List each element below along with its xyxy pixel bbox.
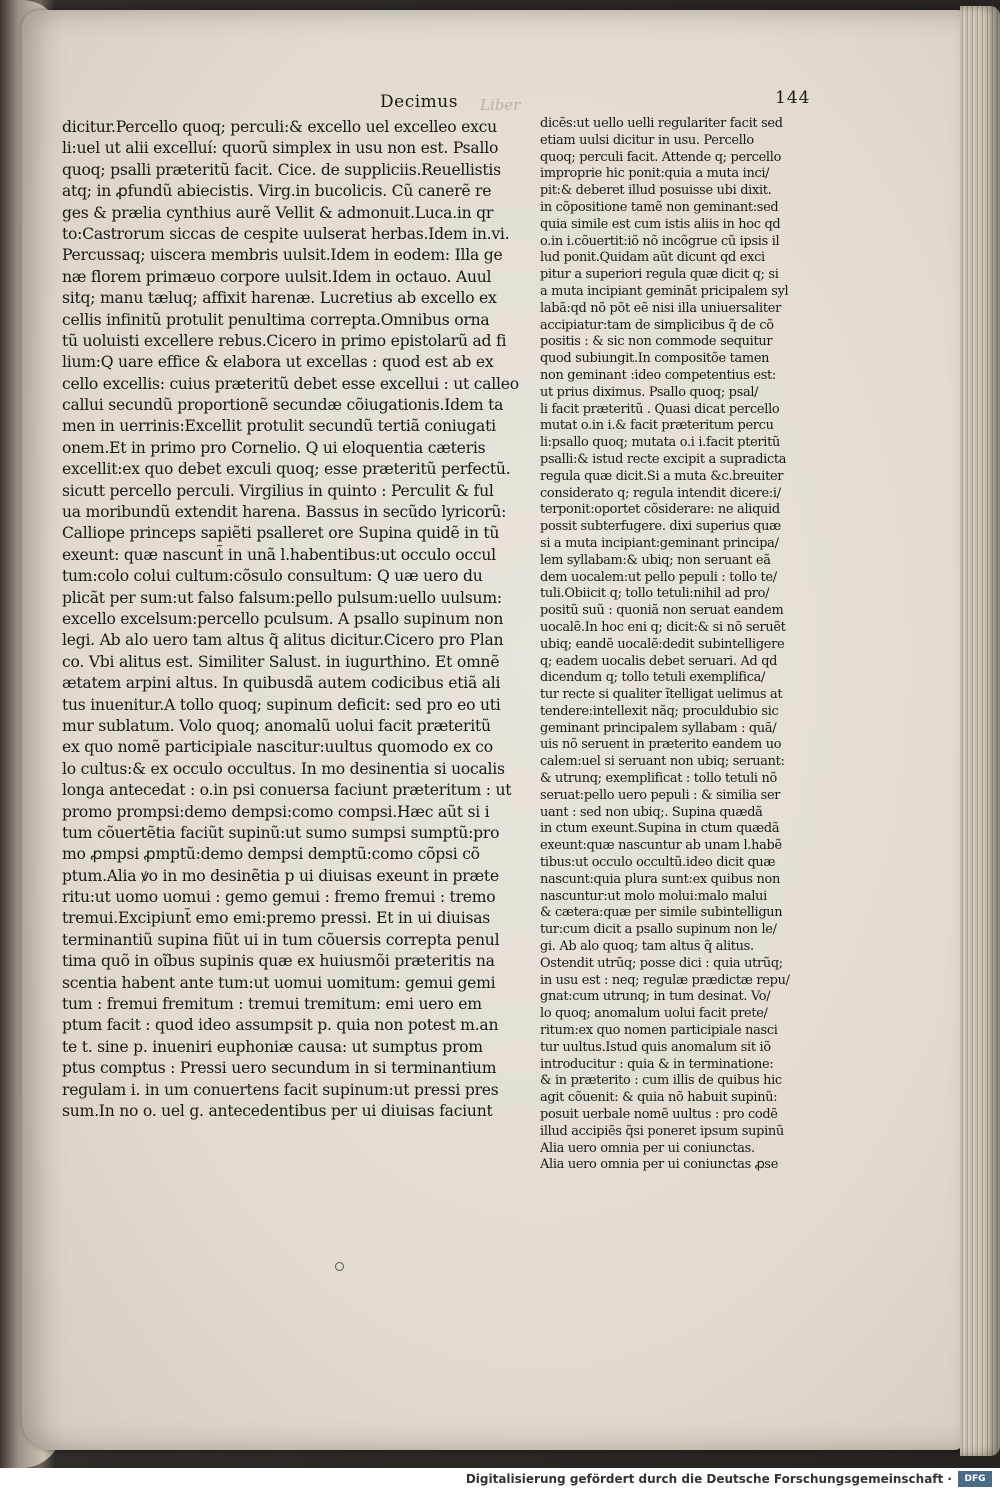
commentary-line: q; eadem uocalis debet seruari. Ad qd [540,653,778,669]
commentary-line: tendere:intellexit nãq; proculdubio sic [540,703,779,719]
text-line: Calliope princeps sapiẽti psalleret ore Supina quidẽ in tũ [62,524,500,543]
commentary-line: labã:qd nõ põt eẽ nisi illa uniuersaliter [540,300,781,316]
commentary-line: quia simile est cum istis aliis in hoc qd [540,216,781,232]
text-line: cello excellis: cuius præteritũ debet esse excellui : ut calleo [62,374,519,393]
commentary-line: dicendum q; tollo tetuli exemplifica/ [540,670,766,686]
commentary-line: considerato q; regula intendit dicere:i/ [540,485,781,501]
commentary-line: positis : & sic non commode sequitur [540,334,773,350]
folio-number: 144 [775,88,811,108]
text-line: terminantiũ supina fiũt ui in tum cõuersis correpta penul [62,930,500,949]
text-line: longa antecedat : o.in psi conuersa faciunt præteritum : ut [62,781,512,800]
text-line: to:Castrorum siccas de cespite uulserat herbas.Idem in.vi. [62,224,510,243]
commentary-line: & utrunq; exemplificat : tollo tetuli nõ [540,771,778,787]
commentary-line: gi. Ab alo quoq; tam altus q̃ alitus. [540,939,754,955]
commentary-line: posuit uerbale nomẽ uultus : pro codẽ [540,1107,778,1123]
text-line: callui secundũ proportionẽ secundæ cõiugationis.Idem ta [62,396,504,415]
commentary-line: lem syllabam:& ubiq; non seruant eã [540,552,771,568]
commentary-line: agit cõuenit: & quia nõ habuit supinũ: [540,1090,778,1106]
text-line: tum : fremui fremitum : tremui tremitum: emi uero em [62,995,482,1014]
text-line: tum cõuertẽtia faciũt supinũ:ut sumo sumpsi sumptũ:pro [62,823,500,842]
text-line: tremui.Excipiunt̃ emo emi:premo pressi. Et in ui diuisas [62,909,491,928]
commentary-line: terponit:oportet cõsiderare: ne aliquid [540,502,780,518]
commentary-line: exeunt:quæ nascuntur ab unam l.habẽ [540,838,782,854]
commentary-line: illud accipiẽs q̃si poneret ipsum supinũ [540,1123,784,1139]
text-line: ptus comptus : Pressi uero secundum in si terminantium [62,1059,497,1078]
text-line: Percussaq; uiscera membris uulsit.Idem in eodem: Illa ge [62,246,503,265]
commentary-line: ritum:ex quo nomen participiale nasci [540,1023,778,1039]
commentary-column [540,116,818,1174]
commentary-line: tur uultus.Istud quis anomalum sit iõ [540,1039,771,1055]
text-line: quoq; psalli præteritũ facit. Cice. de suppliciis.Reuellistis [62,160,501,179]
commentary-line: nascuntur:ut molo molui:malo malui [540,888,767,904]
text-line: legi. Ab alo uero tam altus q̃ alitus dicitur.Cicero pro Plan [62,631,504,650]
text-line: scentia habent ante tum:ut uomui uomitum: gemui gemi [62,973,496,992]
commentary-line: regula quæ dicit.Si a muta &c.breuiter [540,468,784,484]
footer-bar [0,1468,1000,1491]
text-line: men in uerrinis:Excellit protulit secundũ tertiã coniugati [62,417,496,436]
text-line: cellis infinitũ protulit penultima correpta.Omnibus orna [62,310,490,329]
commentary-line: nascunt̃:quia plura sunt:ex quibus non [540,871,780,887]
text-line: ritu:ut uomo uomui : gemo gemui : fremo fremui : tremo [62,888,496,907]
text-line: li:uel ut alii excelluí: quorũ simplex in usu non est. Psallo [62,139,499,158]
commentary-line: improprie hic ponit:quia a muta inci/ [540,166,770,182]
commentary-line: ubiq; eandẽ uocalẽ:dedit subintelligere [540,636,785,652]
text-line: sitq; manu tæluq; affixit harenæ. Lucretius ab excello ex [62,289,497,308]
text-line: ætatem arpini altus. In quibusdã autem codicibus etiã ali [62,674,501,693]
commentary-line: Alia uero omnia per ui coniunctas ꝓse [540,1157,779,1173]
page-edges [960,6,1000,1456]
text-line: ptum facit : quod ideo assumpsit p. quia non potest m.an [62,1016,499,1035]
text-line: co. Vbi alitus est. Similiter Salust. in iugurthino. Et omnẽ [62,652,500,671]
commentary-line: dem uocalem:ut pello pepuli : tollo te/ [540,569,777,585]
commentary-line: a muta incipiant geminãt pricipalem syl [540,283,789,299]
commentary-line: calem:uel si seruant non ubiq; seruant: [540,754,785,770]
text-line: næ florem primæuo corpore uulsit.Idem in octauo. Auul [62,267,492,286]
text-line: mur sublatum. Volo quoq; anomalũ uolui facit præteritũ [62,716,491,735]
text-line: plicãt per sum:ut falso falsum:pello pulsum:uello uulsum: [62,588,502,607]
commentary-line: etiam uulsi dicitur in usu. Percello [540,132,754,148]
text-line: tima quõ in oĩbus supinis quæ ex huiusmõi præteritis na [62,952,495,971]
commentary-line: & cætera:quæ per simile subintelligun [540,905,783,921]
text-line: exeunt: quæ nascunt̃ in unã l.habentibus:ut occulo occul [62,545,496,564]
commentary-line: non geminant :ideo competentius est: [540,367,776,383]
text-line: sum.In no o. uel g. antecedentibus per ui diuisas faciunt [62,1101,493,1120]
text-line: lium:Q uare effice & elabora ut excellas : quod est ab ex [62,353,494,372]
commentary-line: lo quoq; anomalum uolui facit prete/ [540,1006,768,1022]
commentary-line: li facit præteritũ . Quasi dicat percello [540,401,780,417]
commentary-line: tur:cum dicit a psallo supinum non le/ [540,922,777,938]
show-through-header: Liber [480,96,521,114]
commentary-line: dicẽs:ut uello uelli regulariter facit sed [540,116,783,131]
commentary-line: in usu est : neq; regulæ prædictæ repu/ [540,972,790,988]
funding-credit: Digitalisierung gefördert durch die Deutsche Forschungsgemeinschaft · [465,1472,952,1486]
text-line: promo prompsi:demo dempsi:como compsi.Hæc aũt si i [62,802,490,821]
commentary-line: possit subterfugere. dixi superius quæ [540,519,781,535]
text-line: lo cultus:& ex occulo occultus. In mo desinentia si uocalis [62,759,505,778]
commentary-line: pit:& deberet illud posuisse ubi dixit. [540,183,772,199]
commentary-line: uocalẽ.In hoc eni q; dicit:& si nõ seruẽt [540,619,786,635]
commentary-line: accipiatur:tam de simplicibus q̃ de cõ [540,317,774,333]
text-line: onem.Et in primo pro Cornelio. Q ui eloquentia cæteris [62,438,486,457]
text-line: atq; in ꝓfundũ abiecistis. Virg.in bucolicis. Cũ canerẽ re [62,182,492,201]
commentary-line: pitur a superiori regula quæ dicit q; si [540,267,779,283]
commentary-line: Ostendit utrũq; posse dici : quia utrũq; [540,955,783,971]
ink-speck [335,1262,344,1271]
commentary-line: Alia uero omnia per ui coniunctas. [540,1140,755,1156]
commentary-line: in ctum exeunt.Supina in ctum quædã [540,821,780,837]
commentary-line: tibus:ut occulo occultũ.ideo dicit quæ [540,855,776,871]
text-line: excellit:ex quo debet exculi quoq; esse præteritũ perfectũ. [62,460,511,479]
commentary-line: positũ suũ : quoniã non seruat eandem [540,603,784,619]
text-line: ex quo nomẽ participiale nascitur:uultus quomodo ex co [62,738,493,757]
commentary-line: lud ponit.Quidam aũt dicunt qd exci [540,250,765,266]
commentary-line: mutat o.in i.& facit præteritum percu [540,418,774,434]
commentary-line: & in præterito : cum illis de quibus hic [540,1073,782,1089]
text-line: ptum.Alia ꝟo in mo desinẽtia p ui diuisas exeunt in præte [62,866,499,885]
commentary-line: quod subiungit.In compositõe tamen [540,351,770,367]
running-head: Decimus [380,92,458,112]
text-line: regulam i. in um conuertens facit supinum:ut pressi pres [62,1080,499,1099]
commentary-line: geminant principalem syllabam : quã/ [540,720,777,736]
text-line: tum:colo colui cultum:cõsulo consultum: Q uæ uero du [62,567,483,586]
commentary-line: o.in i.cõuertit:iõ nõ incõgrue cũ ipsis il [540,233,780,249]
dfg-logo: DFG [958,1471,992,1487]
commentary-line: uis nõ seruent in præterito eandem uo [540,737,782,753]
text-line: dicitur.Percello quoq; perculi:& excello uel excelleo excu [62,118,497,136]
text-line: sicutt percello perculi. Virgilius in quinto : Perculit & ful [62,481,494,500]
main-text-column [62,117,528,1122]
text-line: tũ uoluisti excellere rebus.Cicero in primo epistolarũ ad fi [62,331,507,350]
text-line: mo ꝓmpsi ꝓmptũ:demo dempsi demptũ:como cõpsi cõ [62,845,480,864]
commentary-line: introducitur : quia & in terminatione: [540,1056,774,1072]
commentary-line: gnat:cum utrunq; in tum desinat. Vo/ [540,989,771,1005]
text-line: te t. sine p. inueniri euphoniæ causa: ut sumptus prom [62,1037,483,1056]
commentary-line: in cõpositione tamẽ non geminant:sed [540,199,779,215]
commentary-line: tur recte si qualiter ĩtelligat uelimus at [540,687,783,703]
commentary-line: ut prius diximus. Psallo quoq; psal/ [540,384,759,400]
text-line: excello excelsum:percello pculsum. A psallo supinum non [62,609,504,628]
commentary-line: psalli:& istud recte excipit̃ a supradicta [540,451,787,467]
commentary-line: seruat:pello uero pepuli : & similia ser [540,787,781,803]
commentary-line: tuli.Obiicit̃ q; tollo tetuli:nihil ad pro/ [540,586,770,602]
text-line: tus inuenitur.A tollo quoq; supinum deficit: sed pro eo uti [62,695,501,714]
commentary-line: si a muta incipiant:geminant principa/ [540,535,779,551]
text-line: ua moribundũ extendit harena. Bassus in secũdo lyricorũ: [62,503,507,522]
text-line: ges & prælia cynthius aurẽ Vellit & admonuit.Luca.in qr [62,203,494,222]
commentary-line: li:psallo quoq; mutata o.i i.facit pteritũ [540,435,780,451]
commentary-line: quoq; perculi facit. Attende q; percello [540,149,782,165]
commentary-line: uant : sed non ubiq;. Supina quædã [540,804,763,820]
